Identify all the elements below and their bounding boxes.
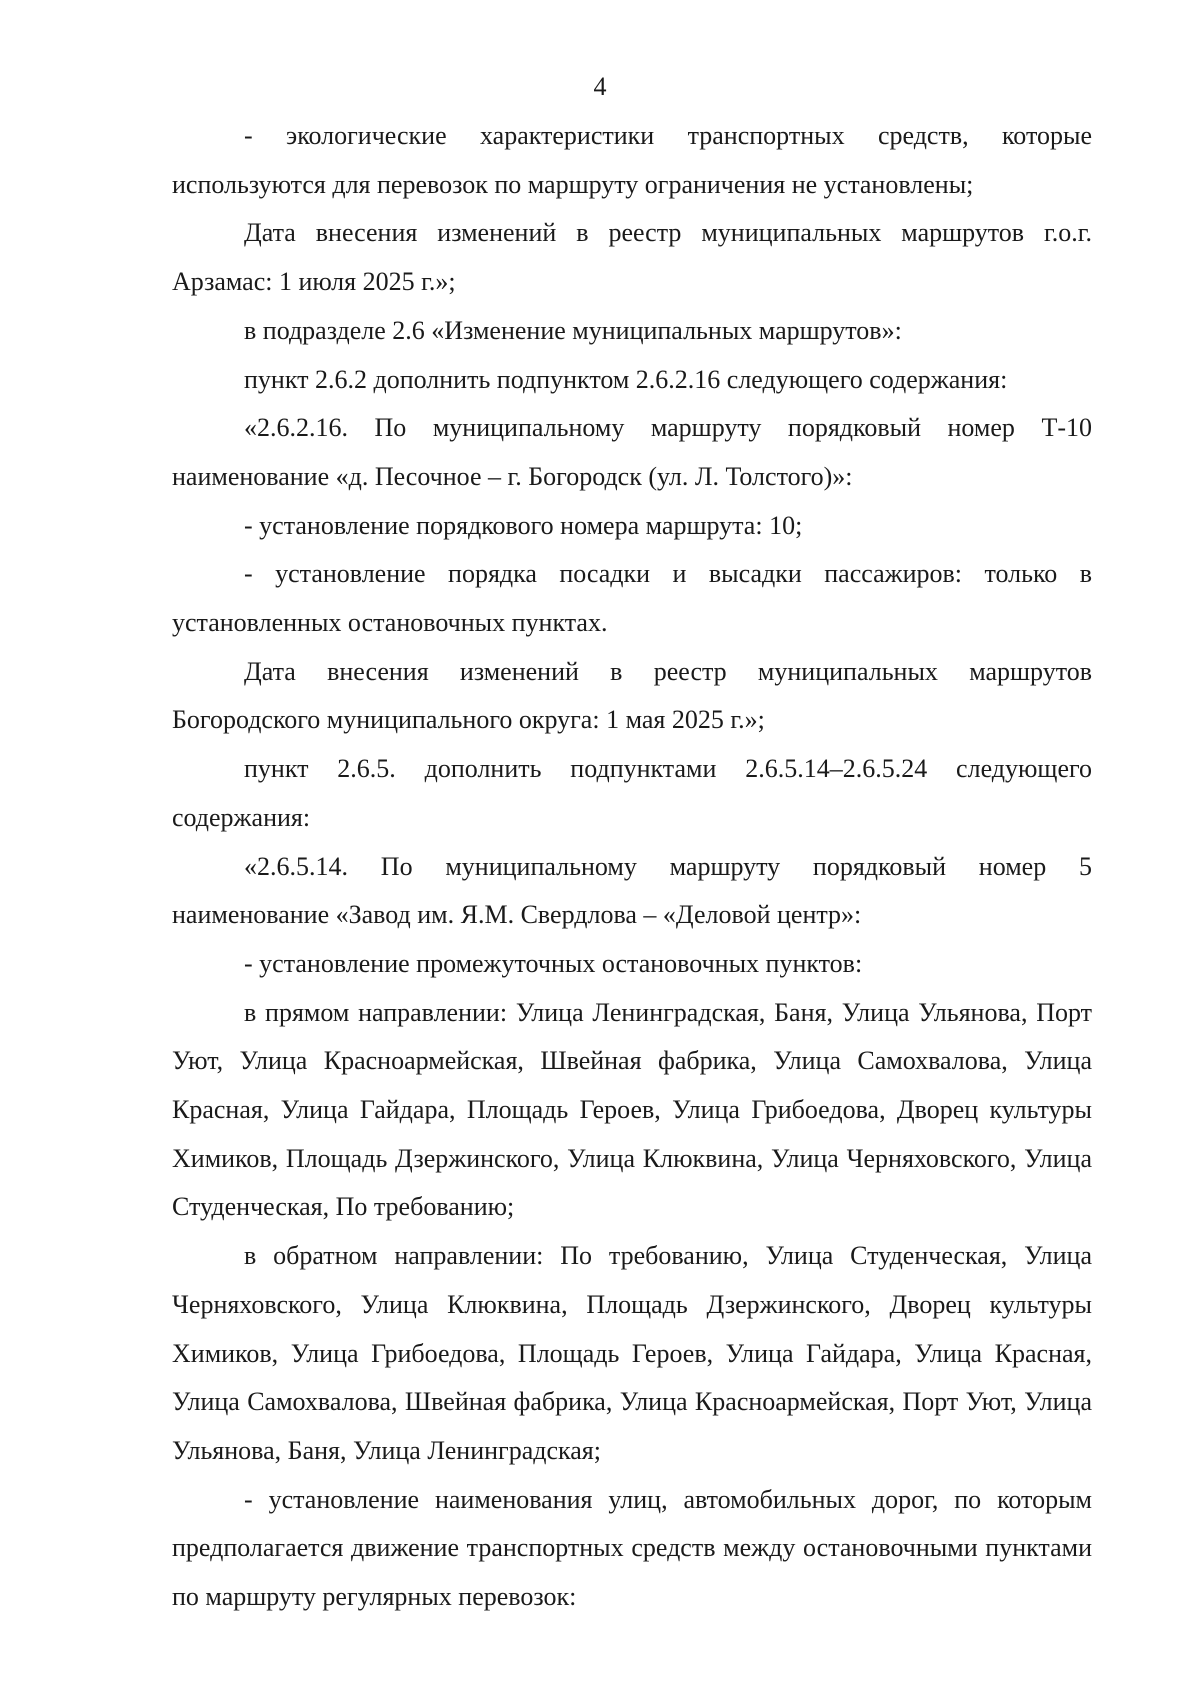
paragraph-forward-direction: в прямом направлении: Улица Ленинградская, Баня, Улица Ульянова, Порт Уют, Улица Красноармейская, Швейная фабрика, Улица Самохвалова, Улица Красная, Улица Гайдара, Площадь Героев, Улица Грибоедова, Дворец культуры Химиков, Площадь Дзержинского, Улица Клюквина, Улица Черняховского, Улица Студенческая, По требованию; <box>172 997 1092 1222</box>
page-number: 4 <box>593 72 607 101</box>
paragraph-item-2-6-5-14: «2.6.5.14. По муниципальному маршруту порядковый номер 5 наименование «Завод им. Я.М. Свердлова – «Деловой центр»: <box>172 851 1092 930</box>
paragraph-arzamas-date: Дата внесения изменений в реестр муниципальных маршрутов г.о.г. Арзамас: 1 июля 2025 г.»; <box>172 218 1092 297</box>
paragraph-item-2-6-5: пункт 2.6.5. дополнить подпунктами 2.6.5.14–2.6.5.24 следующего содержания: <box>172 754 1092 832</box>
paragraph-eco-characteristics: - экологические характеристики транспортных средств, которые используются для перевозок по маршруту ограничения не установлены; <box>172 121 1092 199</box>
paragraph-reverse-direction: в обратном направлении: По требованию, Улица Студенческая, Улица Черняховского, Улица Клюквина, Площадь Дзержинского, Дворец культуры Химиков, Улица Грибоедова, Площадь Героев, Улица Гайдара, Улица Красная, Улица Самохвалова, Швейная фабрика, Улица Красноармейская, Порт Уют, Улица Ульянова, Баня, Улица Ленинградская; <box>172 1241 1092 1465</box>
paragraph-item-2-6-2: пункт 2.6.2 дополнить подпунктом 2.6.2.16 следующего содержания: <box>244 364 1008 394</box>
paragraph-subsection-2-6: в подразделе 2.6 «Изменение муниципальных маршрутов»: <box>244 315 902 345</box>
paragraph-bogorodsk-date: Дата внесения изменений в реестр муниципальных маршрутов Богородского муниципального округа: 1 мая 2025 г.»; <box>172 656 1092 735</box>
paragraph-route-number: - установление порядкового номера маршрута: 10; <box>244 510 803 540</box>
paragraph-item-2-6-2-16: «2.6.2.16. По муниципальному маршруту порядковый номер Т-10 наименование «д. Песочное – г. Богородск (ул. Л. Толстого)»: <box>172 413 1092 491</box>
paragraph-intermediate-stops: - установление промежуточных остановочных пунктов: <box>244 948 863 978</box>
paragraph-boarding-order: - установление порядка посадки и высадки пассажиров: только в установленных остановочных пунктах. <box>172 559 1092 638</box>
paragraph-street-names: - установление наименования улиц, автомобильных дорог, по которым предполагается движение транспортных средств между остановочными пунктами по маршруту регулярных перевозок: <box>172 1484 1092 1612</box>
document-body <box>172 112 1092 1622</box>
